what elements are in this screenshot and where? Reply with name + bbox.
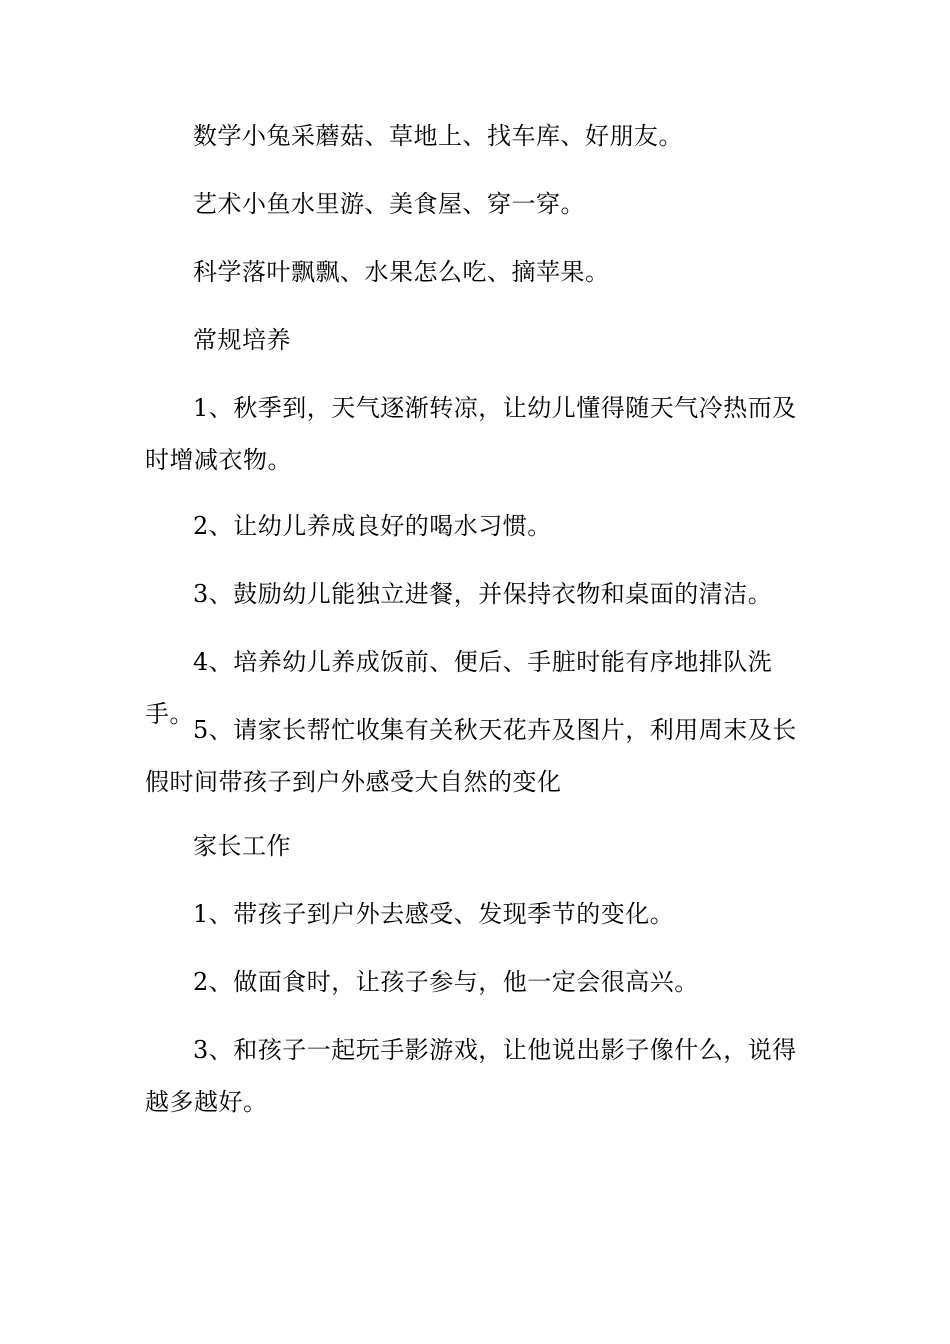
- paragraph-math-activities: 数学小兔采蘑菇、草地上、找车库、好朋友。: [193, 122, 683, 150]
- routine-item-3: 3、鼓励幼儿能独立进餐，并保持衣物和桌面的清洁。: [193, 580, 773, 608]
- paragraph-art-activities: 艺术小鱼水里游、美食屋、穿一穿。: [193, 190, 585, 218]
- section-heading-routine: 常规培养: [193, 326, 291, 354]
- section-heading-parents: 家长工作: [193, 832, 291, 860]
- parents-item-3: 3、和孩子一起玩手影游戏，让他说出影子像什么，说得越多越好。: [145, 1036, 797, 1116]
- parents-item-1: 1、带孩子到户外去感受、发现季节的变化。: [193, 900, 675, 928]
- routine-item-4: 4、培养幼儿养成饭前、便后、手脏时能有序地排队洗手。: [145, 648, 773, 728]
- routine-item-2: 2、让幼儿养成良好的喝水习惯。: [193, 512, 552, 540]
- routine-item-5: 5、请家长帮忙收集有关秋天花卉及图片，利用周末及长假时间带孩子到户外感受大自然的变化: [145, 716, 797, 796]
- paragraph-science-activities: 科学落叶飘飘、水果怎么吃、摘苹果。: [193, 258, 610, 286]
- routine-item-1: 1、秋季到，天气逐渐转凉，让幼儿懂得随天气冷热而及时增减衣物。: [145, 394, 797, 474]
- parents-item-2: 2、做面食时，让孩子参与，他一定会很高兴。: [193, 968, 699, 996]
